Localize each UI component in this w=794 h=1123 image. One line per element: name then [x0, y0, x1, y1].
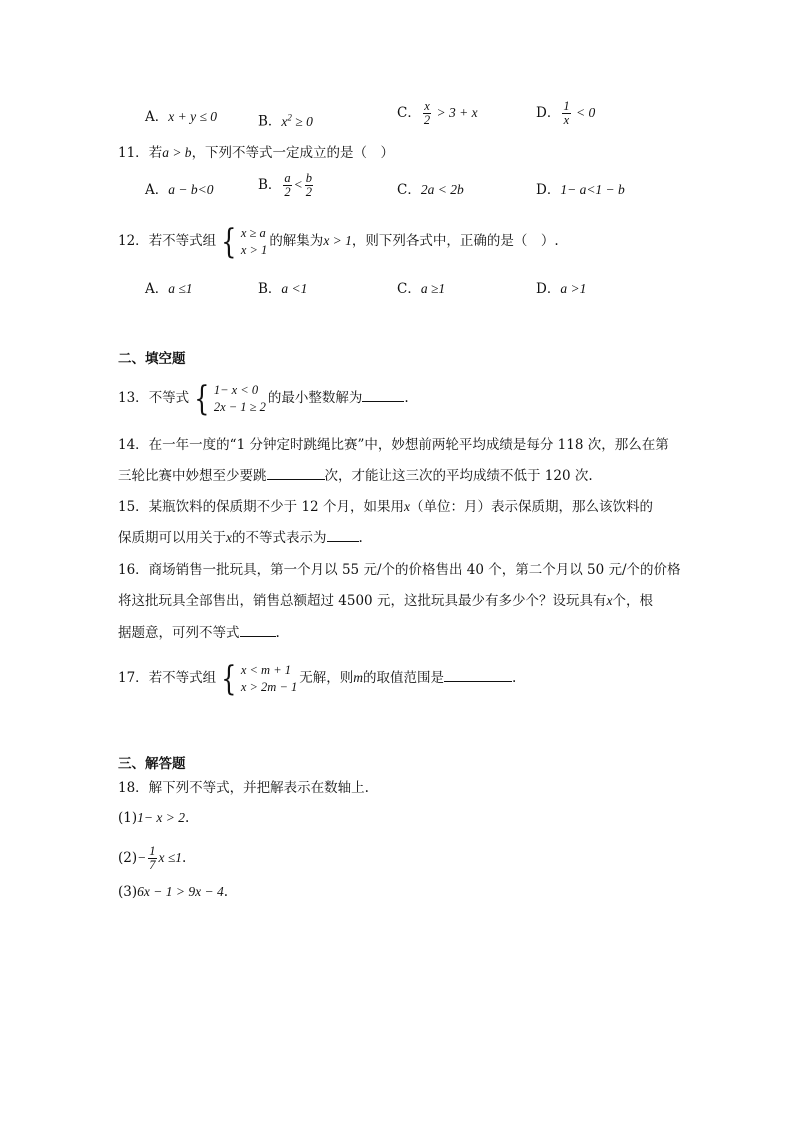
question-14-line-2: 三轮比赛中妙想至少要跳 次，才能让这三次的平均成绩不低于 120 次. [118, 465, 593, 486]
option-label: A． [145, 109, 169, 125]
section-heading-fill-blank: 二、填空题 [118, 351, 186, 367]
q10-option-b [258, 107, 313, 132]
inequality-system: { x < m + 1 x > 2m − 1 [221, 658, 298, 699]
question-18-stem: 18．解下列不等式，并把解表示在数轴上. [118, 780, 369, 796]
question-16-line-3: 据题意，可列不等式 . [118, 622, 280, 643]
question-13: 13．不等式 { 1− x < 0 2x − 1 ≥ 2 的最小整数解为 . [118, 378, 409, 419]
option-expression: x + y ≤ 0 [168, 109, 218, 124]
option-label: B． [258, 113, 282, 130]
option-expression: > 3 + x [433, 105, 478, 120]
question-15-line-1: 15．某瓶饮料的保质期不少于 12 个月，如果用x（单位：月）表示保质期，那么该饮料的 [118, 499, 653, 515]
question-17: 17．若不等式组 { x < m + 1 x > 2m − 1 无解，则m的取值范围是 . [118, 658, 517, 699]
q11-option-d: D．1− a<1 − b [536, 182, 625, 198]
question-16-line-2: 将这批玩具全部售出，销售总额超过 4500 元，这批玩具最少有多少个？设玩具有x个，根 [118, 593, 653, 609]
section-heading-solve: 三、解答题 [118, 756, 186, 772]
question-11-stem: 11．若a > b，下列不等式一定成立的是（ ） [118, 145, 395, 161]
question-12-stem: 12．若不等式组 { x ≥ a x > 1 的解集为x > 1，则下列各式中，正确的是（ ）. [118, 221, 559, 262]
question-18-part-1: (1)1− x > 2. [118, 810, 190, 826]
q12-option-d: D．a >1 [536, 281, 587, 297]
answer-blank[interactable] [240, 622, 276, 637]
q12-option-a: A．a ≤1 [145, 281, 193, 297]
fraction: $\frac{1}{x}$ [563, 99, 570, 127]
q10-option-c [397, 100, 478, 127]
question-16-line-1: 16．商场销售一批玩具，第一个月以 55 元/个的价格售出 40 个，第二个月以 50 元/个的价格 [118, 562, 681, 578]
inequality-system: { x ≥ a x > 1 [221, 221, 268, 262]
question-18-part-3: (3)6x − 1 > 9x − 4. [118, 884, 228, 900]
fraction: $\frac{a}{2}$ [284, 171, 291, 199]
answer-blank[interactable] [362, 387, 404, 402]
question-15-line-2: 保质期可以用关于x的不等式表示为 . [118, 527, 363, 548]
answer-blank[interactable] [444, 667, 512, 682]
fraction: $\frac{b}{2}$ [305, 171, 313, 199]
q11-option-b: B． $\frac{a}{2}$ < $\frac{b}{2}$ [258, 171, 313, 199]
q11-option-c: C．2a < 2b [397, 182, 464, 198]
q12-option-b: B．a <1 [258, 281, 308, 297]
fraction: $\frac{1}{7}$ [149, 844, 156, 872]
q12-option-c: C．a ≥1 [397, 281, 446, 297]
inequality-system: { 1− x < 0 2x − 1 ≥ 2 [194, 378, 266, 419]
question-18-part-2: (2)− $\frac{1}{7}$ x ≤1. [118, 844, 187, 872]
option-label: D． [536, 105, 561, 121]
question-14-line-1: 14．在一年一度的“1 分钟定时跳绳比赛”中，妙想前两轮平均成绩是每分 118 次，那么在第 [118, 437, 669, 453]
answer-blank[interactable] [327, 527, 359, 542]
q10-option-d [536, 100, 595, 127]
answer-blank[interactable] [267, 465, 325, 480]
option-expression: < 0 [572, 105, 596, 120]
option-expression: $x^2 \ge 0$ [281, 112, 313, 129]
q10-option-a [145, 107, 217, 127]
fraction: $\frac{x}{2}$ [423, 99, 431, 127]
option-label: C． [397, 105, 421, 121]
q11-option-a: A．a − b<0 [145, 182, 214, 198]
